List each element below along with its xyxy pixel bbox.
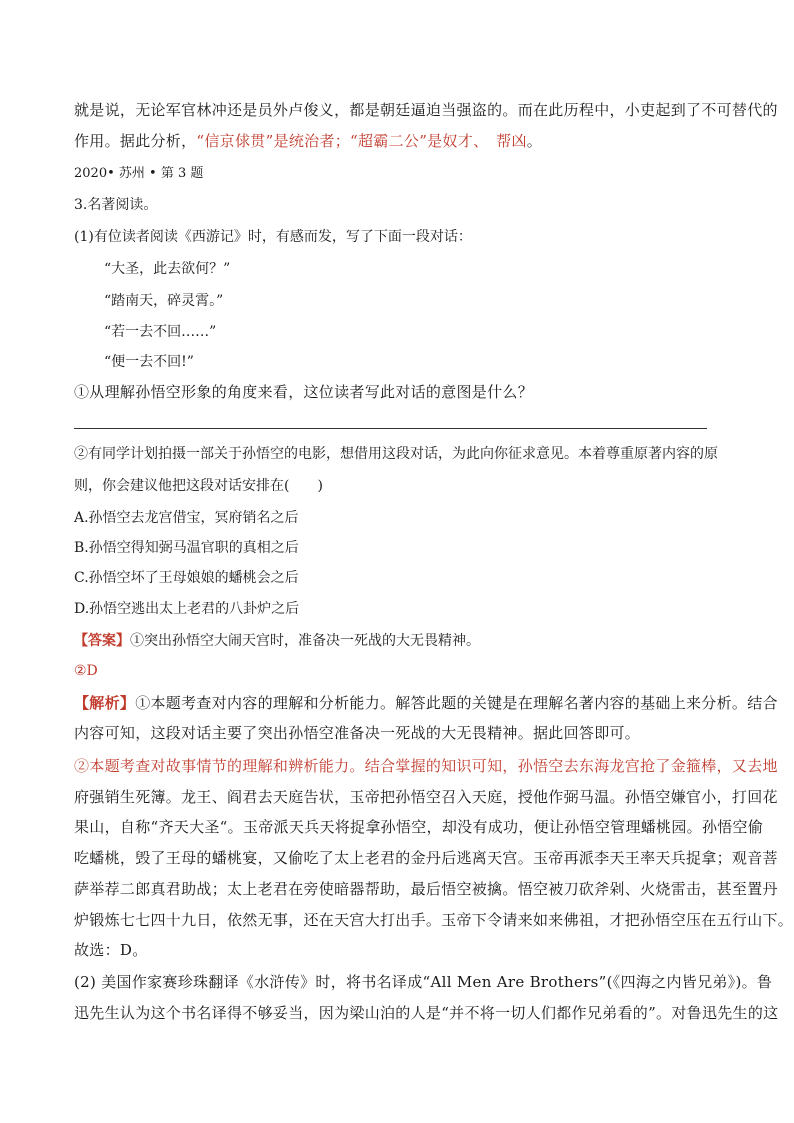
analysis-p2-line: 萨举荐二郎真君助战；太上老君在旁使暗器帮助，最后悟空被擒。悟空被刀砍斧剁、火烧雷击，甚至置丹: [74, 880, 778, 898]
sub-question-2-line-1: ②有同学计划拍摄一部关于孙悟空的电影，想借用这段对话，为此向你征求意见。本着尊重原著内容的原: [74, 446, 718, 462]
dialogue-line: “便一去不回!”: [104, 354, 194, 370]
answer-label: 【答案】: [74, 633, 130, 649]
source-label: 2020• 苏州 • 第 3 题: [74, 166, 204, 181]
intro-highlight: “信京俅贯”是统治者；“超霸二公”是奴才、 帮凶: [196, 132, 527, 150]
intro-line-2: [74, 131, 542, 151]
analysis-p2-line: [74, 756, 778, 776]
part2-line-1: (2) 美国作家赛珍珠翻译《水浒传》时，将书名译成“All Men Are Brothers”(《四海之内皆兄弟》)。鲁: [74, 973, 773, 991]
answer-choice: ②D: [74, 663, 98, 679]
question-title: 3.名著阅读。: [74, 197, 158, 213]
analysis-text: ①本题考查对内容的理解和分析能力。解答此题的关键是在理解名著内容的基础上来分析。结合: [135, 694, 778, 712]
answer-blank-line[interactable]: [74, 428, 707, 429]
sub-question-1: ①从理解孙悟空形象的角度来看，这位读者写此对话的意图是什么？: [74, 383, 534, 401]
part2-line-2: 迅先生认为这个书名译得不够妥当，因为梁山泊的人是“并不将一切人们都作兄弟看的”。对鲁迅先生的这: [74, 1004, 779, 1022]
analysis-p2-line: 果山，自称“齐天大圣“。玉帝派天兵天将捉拿孙悟空，却没有成功，便让孙悟空管理蟠桃园。孙悟空偷: [74, 818, 764, 836]
intro-line-2-text: 作用。据此分析，: [74, 132, 197, 150]
option-d: D.孙悟空逃出太上老君的八卦炉之后: [74, 601, 300, 617]
analysis-line-2: 内容可知，这段对话主要了突出孙悟空准备决一死战的大无畏精神。据此回答即可。: [74, 724, 641, 742]
analysis-p2-line: 府强销生死簿。龙王、阎君去天庭告状，玉帝把孙悟空召入天庭，授他作弼马温。孙悟空嫌官小，打回花: [74, 788, 778, 806]
option-b: B.孙悟空得知弼马温官职的真相之后: [74, 540, 299, 556]
intro-line-1: 就是说，无论军官林冲还是员外卢俊义，都是朝廷逼迫当强盗的。而在此历程中，小吏起到了不可替代的: [74, 101, 778, 119]
dialogue-line: “若一去不回……”: [104, 324, 217, 340]
answer-line: [74, 631, 480, 651]
dialogue-line: “大圣，此去欲何？”: [104, 261, 231, 277]
sub-question-2-line-2: 则，你会建议他把这段对话安排在( ): [74, 478, 323, 494]
answer-text: ①突出孙悟空大闹天宫时，准备决一死战的大无畏精神。: [130, 633, 480, 649]
part1-intro: (1)有位读者阅读《西游记》时，有感而发，写了下面一段对话：: [74, 229, 472, 245]
analysis-p2-line: 吃蟠桃，毁了王母的蟠桃宴，又偷吃了太上老君的金丹后逃离天宫。玉帝再派李天王率天兵捉拿；观音菩: [74, 849, 778, 867]
option-a: A.孙悟空去龙宫借宝，冥府销名之后: [74, 510, 299, 526]
analysis-conclusion: 故选：D。: [74, 941, 148, 959]
analysis-p2-text: ②本题考查对故事情节的理解和辨析能力。结合掌握的知识可知，孙悟空去东海龙宫抢了金箍棒，又去地: [74, 757, 778, 775]
dialogue-line: “踏南天，碎灵霄。”: [104, 293, 224, 309]
analysis-line-1: [74, 693, 778, 713]
intro-line-2-end: 。: [526, 132, 543, 150]
analysis-label: 【解析】: [74, 694, 136, 712]
analysis-p2-line: 炉锻炼七七四十九日，依然无事，还在天宫大打出手。玉帝下令请来如来佛祖，才把孙悟空压在五行山下。: [74, 911, 794, 929]
option-c: C.孙悟空坏了王母娘娘的蟠桃会之后: [74, 570, 299, 586]
